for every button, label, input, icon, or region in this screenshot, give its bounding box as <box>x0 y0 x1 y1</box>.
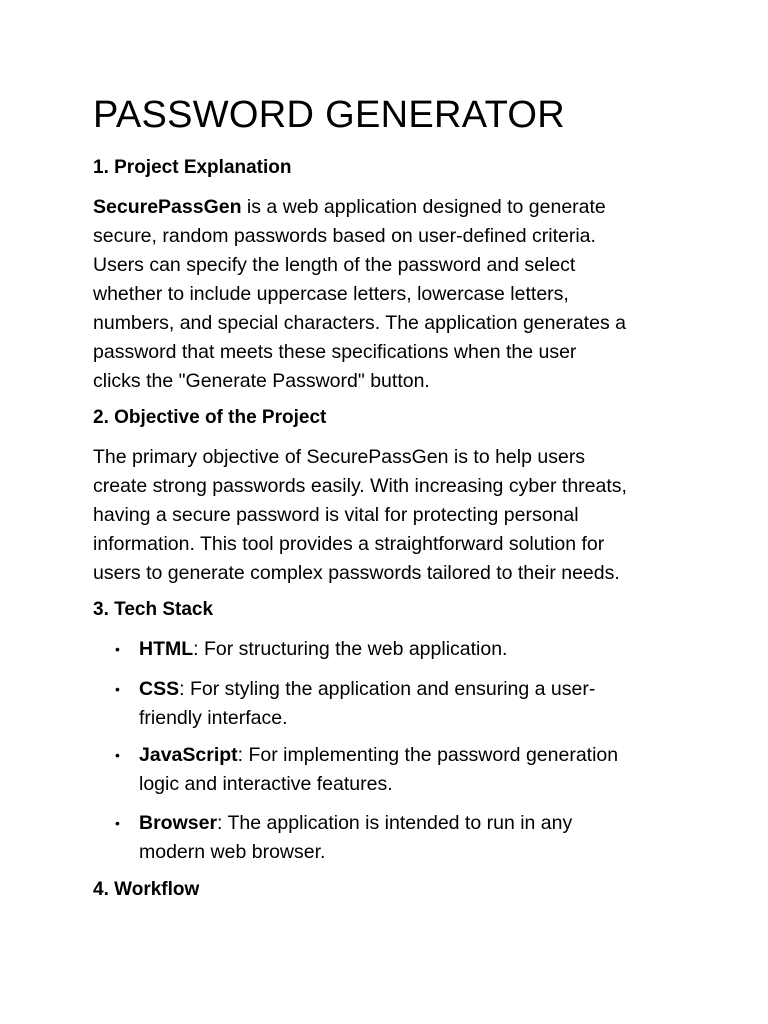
paragraph-line: users to generate complex passwords tailored to their needs. <box>93 562 620 584</box>
paragraph-line: SecurePassGen is a web application designed to generate <box>93 196 606 218</box>
paragraph-line: Users can specify the length of the password and select <box>93 254 576 276</box>
bold-term-css: CSS <box>139 678 180 700</box>
section-paragraph-objective <box>93 443 683 588</box>
paragraph-line: clicks the "Generate Password" button. <box>93 370 430 392</box>
bullet-glyph: • <box>115 641 120 657</box>
bullet-glyph: • <box>115 815 120 831</box>
paragraph-line: having a secure password is vital for protecting personal <box>93 504 579 526</box>
list-item-text: Browser: The application is intended to run in any modern web browser. <box>139 812 573 863</box>
paragraph-line: numbers, and special characters. The application generates a <box>93 312 626 334</box>
section-heading-workflow: 4. Workflow <box>93 879 200 900</box>
bold-term-browser: Browser <box>139 812 218 834</box>
bullet-glyph: • <box>115 681 120 697</box>
section-heading-project-explanation: 1. Project Explanation <box>93 157 292 178</box>
bullet-glyph: • <box>115 747 120 763</box>
paragraph-line: create strong passwords easily. With increasing cyber threats, <box>93 475 627 497</box>
paragraph-line: secure, random passwords based on user-defined criteria. <box>93 225 596 247</box>
paragraph-line: password that meets these specifications when the user <box>93 341 577 363</box>
section-heading-tech-stack: 3. Tech Stack <box>93 599 214 620</box>
bold-term-securepassgen: SecurePassGen <box>93 196 242 218</box>
bold-term-javascript: JavaScript <box>139 744 238 766</box>
list-item-text: JavaScript: For implementing the password generation logic and interactive features. <box>139 744 619 795</box>
paragraph-line: whether to include uppercase letters, lowercase letters, <box>93 283 569 305</box>
list-item-text: CSS: For styling the application and ensuring a user- friendly interface. <box>139 678 596 729</box>
list-item-text: HTML: For structuring the web application. <box>139 638 508 660</box>
bold-term-html: HTML <box>139 638 194 660</box>
section-heading-objective: 2. Objective of the Project <box>93 407 327 428</box>
document-title: PASSWORD GENERATOR <box>93 94 566 136</box>
paragraph-line: information. This tool provides a straightforward solution for <box>93 533 605 555</box>
paragraph-line: The primary objective of SecurePassGen is to help users <box>93 446 586 468</box>
section-paragraph-project-explanation <box>93 193 683 396</box>
